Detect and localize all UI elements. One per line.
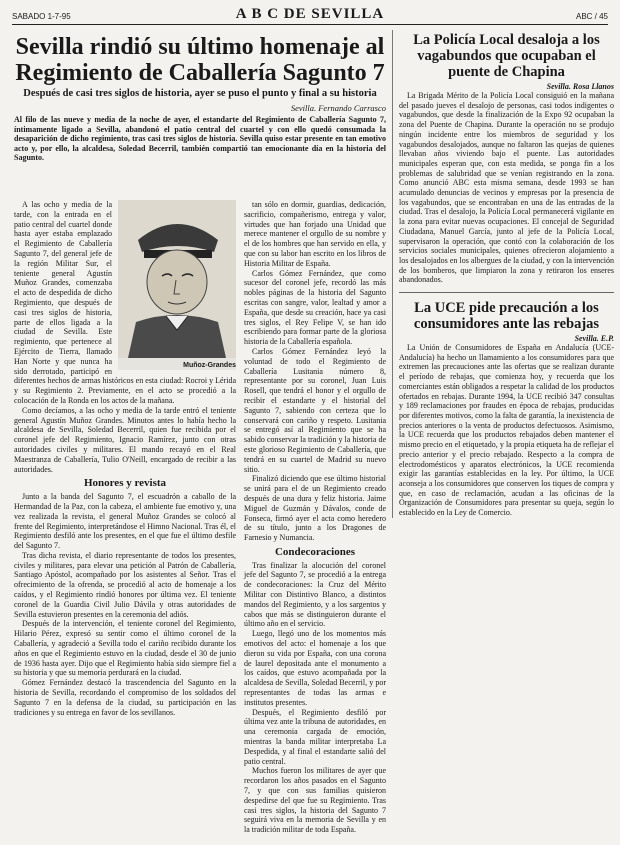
body-paragraph: La Brigada Mérito de la Policía Local consiguió en la mañana del pasado jueves el desalojo de personas, casi todos indigentes o vagabundos, que desde la finalización de la Expo 92 ocupaban la zona del Puente de Chapina. Durante la operación no se produjo ningún incidente entre los miembros de seguridad y los vagabundos desalojados, aunque no faltaron las quejas de quienes llevaban años viviendo bajo el puente. Las autoridades municipales esperan que, con esta medida, se ponga fin a los problemas de salubridad que se venían registrando en la zona. Como anunció ABC esta misma semana, desde 1993 se han acumulado denuncias de vecinos y empresas por la presencia de los vagabundos, que se encontraban en una de las entradas de la ciudad. Tras el desalojo, la Policía Local permanecerá vigilante en la zona para evitar nuevas ocupaciones. El concejal de Seguridad Ciudadana, Manuel García, junto al jefe de la Policía Local, supervisaron la operación, que contó con la colaboración de los servicios sociales municipales, quienes ofrecieron alojamiento a los desalojados en los albergues de la ciudad, y con la intervención de los bomberos, que limpiaron la zona y retiraron los enseres abandonados. bbox=[399, 91, 614, 285]
body-paragraph: tan sólo en dormir, guardias, dedicación, sacrificio, compañerismo, entrega y valor, virtudes que han forjado una Unidad que merece mantener el orgullo de su nombre y el de los hombres que han servido en ella, y que con su labor han escrito en los libros de Historia Militar de España. bbox=[244, 200, 386, 268]
sidebar-headline: La UCE pide precaución a los consumidores ante las rebajas bbox=[413, 300, 600, 333]
column-1 bbox=[14, 200, 236, 717]
page-number: ABC / 45 bbox=[575, 12, 608, 21]
sidebar-article-uce bbox=[399, 300, 614, 518]
byline: Sevilla. Fernando Carrasco bbox=[290, 103, 386, 113]
photo-caption: Muñoz-Grandes bbox=[183, 361, 236, 369]
body-paragraph: Luego, llegó uno de los momentos más emotivos del acto: el homenaje a los que dieron su vida por España, con una corona de laurel depositada ante el monumento a los caídos, que estuvo acompañada por la alcaldesa de Sevilla, Soledad Becerril, y por representantes de todas las armas e institutos presentes. bbox=[244, 629, 386, 707]
headline: Sevilla rindió su último homenaje al Regimiento de Caballería Sagunto 7 bbox=[15, 34, 385, 86]
section-subhead: Honores y revista bbox=[83, 477, 167, 490]
body-paragraph: Después, el Regimiento desfiló por última vez ante la tribuna de autoridades, en una ceremonia cargada de emoción, mientras la banda militar interpretaba La Despedida, y al final el estandarte salió del patio central. bbox=[244, 707, 386, 766]
sidebar-column bbox=[392, 30, 614, 518]
issue-date: SABADO 1-7-95 bbox=[12, 12, 71, 21]
body-paragraph: A las ocho y media de la tarde, con la entrada en el patio central del cuartel donde hasta ayer estaba emplazado el Regimiento de Caballería Sagunto 7, del general jefe de la región Militar Sur, el teniente general Agustín Muñoz Grandes, comenzaba el acto de despedida de dicho Regimiento, que después de casi tres siglos de historia, parte de ellos ligada a la ciudad de Sevilla. Este regimiento, que pertenece al Ejército de Tierra, llamado Han Norte y que nunca ha sido derrotado, participó en diferentes hechos de armas históricos en esta ciudad: Rocroi y Lérida y su Regimiento 2. Previamente, en el acto se procedió a la colocación de la Ronda en los actos de la mañana. bbox=[14, 200, 236, 405]
body-paragraph: Carlos Gómez Fernández, que como sucesor del coronel jefe, recordó las más nobles páginas de la historia del Sagunto escritas con sangre, valor, lealtad y amor a España, que desde su creación, hace ya casi tres siglos, el Rey Felipe V, se han ido escribiendo para formar parte de la gloriosa historia de la Caballería española. bbox=[244, 268, 386, 347]
subheadline: Después de casi tres siglos de historia, ayer se puso el punto y final a su historia bbox=[23, 88, 377, 99]
body-paragraph: Tras dicha revista, el diario representante de todos los presentes, civiles y militares, para elevar una petición al Patrón de Caballería, Santiago Apóstol, acompañado por los asistentes al Señor. Tras el ofrecimiento de la ofrenda, se procedió al acto de homenaje a los caídos, y el Regimiento rindió honores por última vez. El teniente coronel de la Guardia Civil Julio Dávila y otras autoridades de Sevilla estuvieron presentes en la ceremonia del adiós. bbox=[14, 550, 236, 619]
body-paragraph: La Unión de Consumidores de España en Andalucía (UCE-Andalucía) ha hecho un llamamiento a los consumidores para que extremen las precauciones ante las ofertas que se realizan durante el período de rebajas, que comienza hoy, y recuerda que los comerciantes están obligados a respetar la calidad de los productos ofertados en rebajas. Durante 1994, la UCE recibió 347 consultas y 189 reclamaciones por fraudes en época de rebajas, producidas por diferentes motivos, como la falta de garantía, la inexistencia de precios anteriores o la venta de productos defectuosos. Asimismo, la UCE recuerda que los productos rebajados deben mantener el mismo precio en el etiquetado, y la propia etiqueta ha de reflejar el precio anterior y el precio rebajado. Respecto a la compra de electrodomésticos y aparatos electrónicos, la UCE recomienda exigir las garantías establecidas en la ley. Por último, la UCE aconseja a los consumidores que conserven los tiques de compra y que, en caso de reclamación, acudan a las oficinas de la Organización de Consumidores para presentar su queja, según lo establecido en la Ley de Comercio. bbox=[399, 343, 614, 518]
sidebar-headline: La Policía Local desaloja a los vagabundos que ocupaban el puente de Chapina bbox=[413, 32, 600, 80]
body-paragraph: Finalizó diciendo que ese último historial se unirá para el de un Regimiento creado después de una dura y feliz historia. Jaime Miguel de Guzmán y Dávalos, conde de Fonseca, firmó ayer el acta como heredero de su título, junto a los Dragones de Farnesio y Numancia. bbox=[244, 474, 386, 543]
sidebar-article-police bbox=[399, 32, 614, 285]
header-rule bbox=[12, 24, 608, 25]
body-paragraph: Junto a la banda del Sagunto 7, el escuadrón a caballo de la Hermandad de la Paz, con la cabeza, el ambiente fue emotivo y, una vez realizada la revista, el general Muñoz Grandes se colocó al frente del Regimiento, interpretándose el Himno Nacional. Tras él, el Regimiento desfiló ante los presentes, en el que fue el último desfile del Sagunto 7. bbox=[14, 492, 236, 551]
portrait-photo bbox=[118, 200, 236, 370]
body-paragraph: Después de la intervención, el teniente coronel del Regimiento, Hilario Pérez, expresó su sentir como el último coronel de la Caballería, y agradeció a Sevilla todo el cariño recibido durante los años en que el Regimiento estuvo en la ciudad, desde el 30 de junio de 1936 hasta ayer. Dijo que el Regimiento había sido siempre fiel a su historia y que su memoria perdurará en la ciudad. bbox=[14, 619, 236, 678]
main-article bbox=[14, 30, 386, 835]
body-paragraph: Muchos fueron los militares de ayer que recordaron los años pasados en el Sagunto 7, y que con sus familias quisieron despedirse del que fue su Regimiento. Tras casi tres siglos, la historia del Sagunto 7 seguirá viva en la memoria de Sevilla y en la tradición militar de toda España. bbox=[244, 766, 386, 835]
divider bbox=[399, 292, 614, 293]
sidebar-byline: Sevilla. E.P. bbox=[574, 334, 614, 344]
lead-paragraph: Al filo de las nueve y media de la noche de ayer, el estandarte del Regimiento de Caballería Sagunto 7, íntimamente ligado a Sevilla, abandonó el patio central del cuartel y con ello quedó consumada la desaparición de dicho regimiento, tras casi tres siglos de historia. Sevilla quiso estar presente en tan emotivo acto y, por ello, la alcaldesa, Soledad Becerril, también compartió tan emocionante día en la historia del Sagunto. bbox=[14, 115, 386, 163]
page-header bbox=[12, 6, 608, 24]
sidebar-byline: Sevilla. Rosa Llanos bbox=[546, 82, 614, 91]
masthead: A B C DE SEVILLA bbox=[235, 6, 385, 22]
sidebar-body bbox=[399, 91, 614, 285]
column-2 bbox=[244, 200, 386, 835]
body-paragraph: Como decíamos, a las ocho y media de la tarde entró el teniente general Agustín Muñoz Grandes. Minutos antes lo había hecho la alcaldesa de Sevilla, Soledad Becerril, quien fue recibida por el coronel jefe del Regimiento, Ignacio Ramírez, junto con otras autoridades civiles y militares. El mando recayó en el Real Maestranza de Caballería, Tulio O'Neill, encargado de recibir a las autoridades. bbox=[14, 405, 236, 474]
body-paragraph: Gómez Fernández destacó la trascendencia del Sagunto en la historia de Sevilla, recordando el compromiso de los soldados del Sagunto 7 en la defensa de la ciudad, su participación en las tradiciones y su entrega en favor de los sevillanos. bbox=[14, 678, 236, 717]
body-paragraph: Carlos Gómez Fernández leyó la voluntad de todo el Regimiento de Caballería Lusitania número 8, representante por su coronel, Juan Luis Rosell, que tendrá el honor y el orgullo de recibir el estandarte y el historial del Sagunto 7, sabiendo con certeza que lo conservará con cariño y respeto. Lusitania se entregó así al Regimiento que se ha sabido conservar la tradición y la historia de este glorioso Regimiento de Caballería, que tendrá en su cuartel de Madrid su nuevo sitio. bbox=[244, 346, 386, 474]
officer-portrait-illustration bbox=[118, 200, 236, 358]
section-subhead: Condecoraciones bbox=[274, 545, 356, 558]
body-paragraph: Tras finalizar la alocución del coronel jefe del Sagunto 7, se procedió a la entrega de condecoraciones: la Cruz del Mérito Militar con Distintivo Blanco, a distintos mandos del Regimiento, y a los sargentos y cabos que más se distinguieron durante el último año en el servicio. bbox=[244, 560, 386, 629]
sidebar-body bbox=[399, 343, 614, 518]
